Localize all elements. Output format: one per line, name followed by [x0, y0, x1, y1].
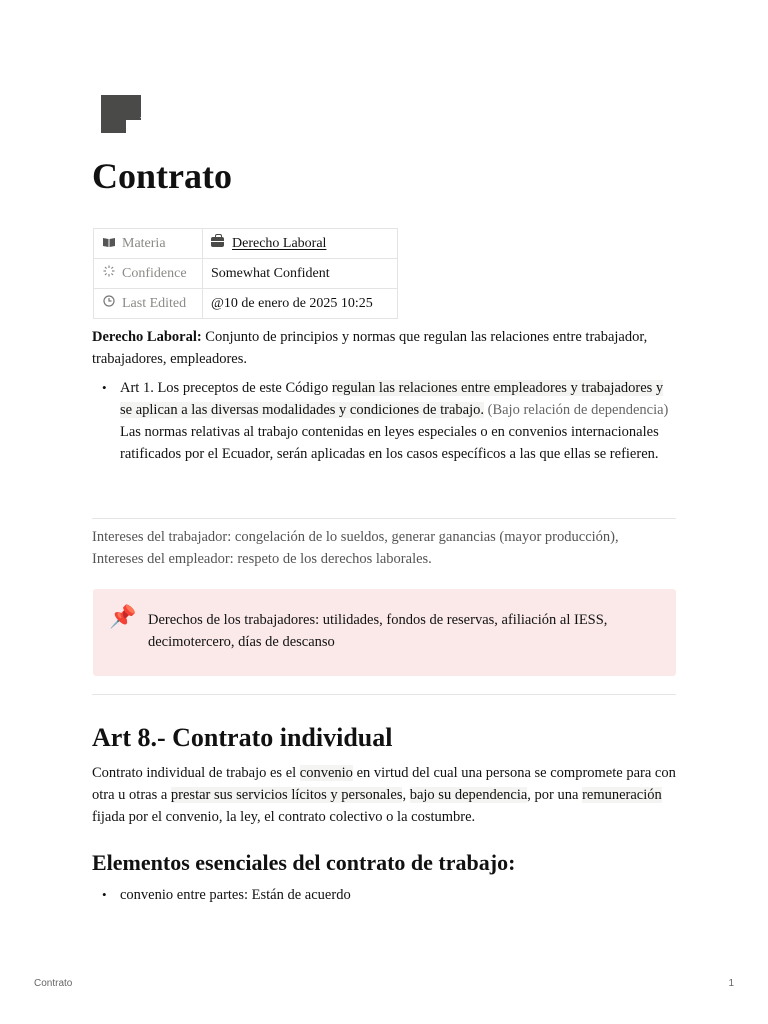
highlighted-text: remuneración: [582, 787, 662, 803]
loading-icon: [102, 265, 116, 280]
confidence-value[interactable]: Somewhat Confident: [203, 259, 398, 289]
art8-paragraph: Contrato individual de trabajo es el convenio en virtud del cual una persona se compromete para con otra u otras a prestar sus servicios lícitos y personales, bajo su dependencia, por una remuneración fijada por el convenio, la ley, el contrato colectivo o la costumbre.: [92, 765, 676, 825]
briefcase-icon: [211, 237, 224, 247]
property-label: Materia: [122, 235, 166, 251]
property-row-last-edited: [94, 289, 398, 319]
highlighted-text: regulan las relaciones entre empleadores y trabajadores y se aplican a las diversas modalidades y condiciones de trabajo.: [120, 380, 664, 418]
list-item: • Art 1. Los preceptos de este Código regulan las relaciones entre empleadores y trabajadores y se aplican a las diversas modalidades y condiciones de trabajo. (Bajo relación de dependencia) Las normas relativas al trabajo contenidas en leyes especiales o en convenios internacionales ratificados por el Ecuador, serán aplicadas en los casos específicos a las que ellas se refieren.: [92, 377, 676, 465]
property-row-materia: [94, 229, 398, 259]
art1-paragraph: Las normas relativas al trabajo contenidas en leyes especiales o en convenios internacionales ratificados por el Ecuador, serán aplicadas en los casos específicos a las que ellas se refieren.: [120, 424, 659, 462]
highlighted-text: bajo su dependencia: [409, 787, 528, 803]
intro-definition: Conjunto de principios y normas que regulan las relaciones entre trabajador, trabajadores, empleadores.: [92, 329, 648, 367]
highlighted-text: convenio: [299, 765, 353, 781]
art1-note: (Bajo relación de dependencia): [484, 402, 669, 418]
page-title: Contrato: [92, 156, 232, 196]
divider: [92, 694, 676, 695]
sticky-note-icon: [101, 95, 141, 133]
clock-icon: [102, 295, 116, 310]
properties-table: [93, 228, 398, 319]
elementos-heading: Elementos esenciales del contrato de trabajo:: [92, 850, 516, 875]
art8-heading: Art 8.- Contrato individual: [92, 723, 393, 752]
callout-box: [93, 589, 676, 676]
last-edited-value: @10 de enero de 2025 10:25: [203, 289, 398, 319]
property-row-confidence: [94, 259, 398, 289]
highlighted-text: prestar sus servicios lícitos y personales: [170, 787, 403, 803]
elementos-list: [92, 884, 676, 906]
footer-title: Contrato: [34, 978, 73, 989]
art1-list: [92, 377, 676, 465]
property-label: Last Edited: [122, 296, 187, 311]
intereses-paragraph: Intereses del trabajador: congelación de lo sueldos, generar ganancias (mayor producción), Intereses del empleador: respeto de los derechos laborales.: [92, 529, 619, 567]
pushpin-icon: 📌: [109, 605, 137, 630]
page-number: 1: [728, 978, 734, 989]
property-label: Confidence: [122, 266, 187, 281]
intro-term: Derecho Laboral:: [92, 329, 202, 345]
intro-paragraph: [92, 326, 676, 370]
book-icon: [102, 237, 116, 250]
list-item: • convenio entre partes: Están de acuerdo: [92, 884, 676, 906]
divider: [92, 518, 676, 519]
materia-link[interactable]: Derecho Laboral: [232, 235, 327, 251]
callout-text: Derechos de los trabajadores: utilidades, fondos de reservas, afiliación al IESS, decimotercero, días de descanso: [148, 612, 608, 650]
